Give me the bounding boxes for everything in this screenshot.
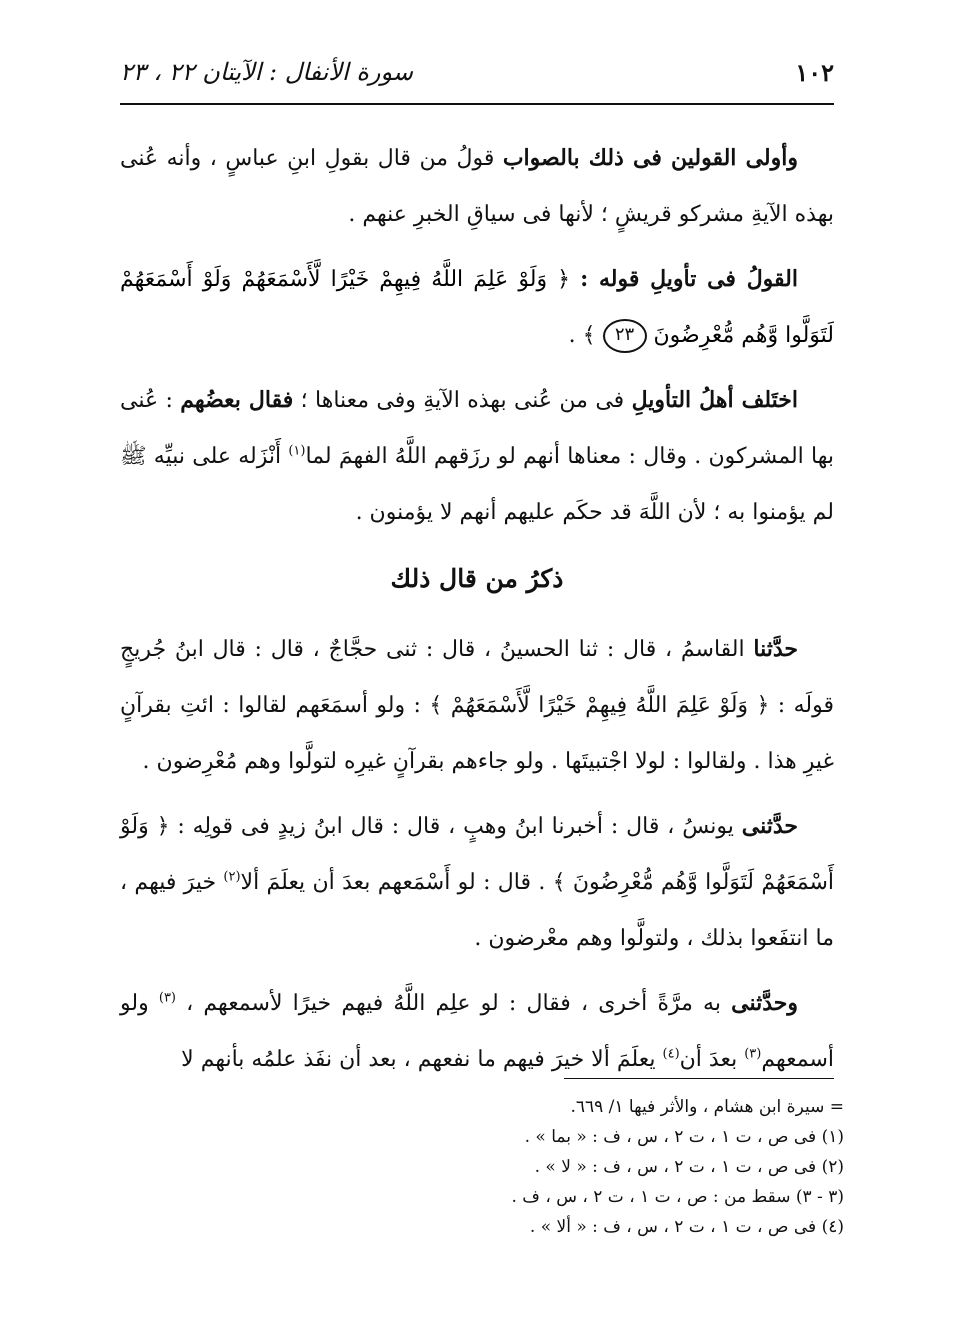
ayah-number-marker: ٢٣ — [603, 319, 647, 353]
page-number: ١٠٢ — [795, 57, 834, 87]
footnote-ref-2[interactable]: (٢) — [223, 869, 241, 885]
section-heading: ذكرُ من قال ذلك — [390, 564, 564, 593]
footnote-1: (١) فى ص ، ت ١ ، ت ٢ ، س ، ف : « بما » . — [524, 1127, 844, 1147]
paragraph-6-text-a: به مرَّةً أخرى ، فقال : لو علِم اللَّهُ فيهم خيرًا لأسمعهم ، — [176, 991, 732, 1016]
quran-close: ﴾ . — [568, 323, 603, 348]
paragraph-5-lead: حدَّثنى — [741, 813, 798, 839]
header-rule — [120, 103, 834, 105]
paragraph-3-text-c: أَنْزَله على نبيِّه ﷺ لم يؤمنوا به ؛ لأن اللَّهَ قد حكَم عليهم أنهم لا يؤمنون . — [120, 444, 834, 525]
paragraph-2 — [120, 251, 834, 364]
footnotes — [120, 1092, 844, 1242]
running-title: سورة الأنفال : الآيتان ٢٢ ، ٢٣ — [120, 58, 413, 86]
footnote-ref-3-end[interactable]: (٣) — [744, 1046, 762, 1062]
paragraph-3 — [120, 372, 834, 541]
paragraph-6-text-b: ولو أسمعهم — [120, 991, 834, 1072]
paragraph-5 — [120, 798, 834, 967]
footnote-ref-3-start[interactable]: (٣) — [158, 990, 176, 1006]
paragraph-5-text-b: خيرَ فيهم ، ما انتفَعوا بذلك ، ولتولَّوا وهم معْرضون . — [120, 870, 834, 951]
main-text — [120, 130, 834, 1096]
paragraph-3-text-b: : عُنى بها المشركون . وقال : معناها أنهم لو رزَقهم اللَّهُ الفهمَ لما — [120, 388, 834, 469]
footnote-continued: = سيرة ابن هشام ، والأثر فيها ١/ ٦٦٩. — [570, 1097, 844, 1117]
paragraph-2-lead: القولُ فى تأويلِ قوله : — [580, 266, 798, 292]
footnote-separator — [564, 1078, 834, 1079]
paragraph-3-text-a: فى من عُنى بهذه الآيةِ وفى معناها ؛ — [293, 388, 632, 413]
paragraph-4-text: القاسمُ ، قال : ثنا الحسينُ ، قال : ثنى حجَّاجٌ ، قال : قال ابنُ جُريجٍ قولَه : ﴿ وَلَوْ عَلِمَ اللَّهُ فِيهِمْ خَيْرًا لَّأَسْمَعَهُمْ ﴾ : ولو أسمَعَهم لقالوا : ائتِ بقرآنٍ غيرِ هذا . ولقالوا : لولا اجْتبيتَها . ولو جاءهم بقرآنٍ غيرِه لتولَّوا وهم مُعْرِضون . — [120, 637, 834, 774]
paragraph-6 — [120, 975, 834, 1088]
running-header — [120, 52, 834, 92]
quran-verse: ﴿ وَلَوْ عَلِمَ اللَّهُ فِيهِمْ خَيْرًا لَّأَسْمَعَهُمْ وَلَوْ أَسْمَعَهُمْ لَتَوَلَّوا وَّهُم مُّعْرِضُونَ — [120, 267, 834, 348]
paragraph-3-lead-b: فقال بعضُهم — [180, 387, 294, 413]
paragraph-4 — [120, 621, 834, 790]
paragraph-4-lead: حدَّثنا — [753, 636, 798, 662]
footnote-2: (٢) فى ص ، ت ١ ، ت ٢ ، س ، ف : « لا » . — [534, 1157, 844, 1177]
paragraph-6-text-c: بعدَ أن — [679, 1047, 745, 1072]
paragraph-3-lead: اختَلف أهلُ التأويلِ — [631, 387, 799, 413]
footnote-ref-4[interactable]: (٤) — [662, 1046, 680, 1062]
paragraph-1-text: قولُ من قال بقولِ ابنِ عباسٍ ، وأنه عُنى بهذه الآيةِ مشركو قريشٍ ؛ لأنها فى سياقِ الخبرِ عنهم . — [120, 146, 834, 227]
paragraph-5-text-a: يونسُ ، قال : أخبرنا ابنُ وهبٍ ، قال : قال ابنُ زيدٍ فى قولِه : ﴿ وَلَوْ أَسْمَعَهُمْ لَتَوَلَّوا وَّهُم مُّعْرِضُونَ ﴾ . قال : لو أَسْمَعهم بعدَ أن يعلَمَ ألا — [120, 814, 834, 895]
paragraph-1 — [120, 130, 834, 243]
footnote-ref-1[interactable]: (١) — [288, 443, 306, 459]
paragraph-1-lead: وأولى القولين فى ذلك بالصواب — [502, 145, 798, 171]
footnote-4: (٤) فى ص ، ت ١ ، ت ٢ ، س ، ف : « ألا » . — [529, 1217, 844, 1237]
paragraph-6-text-d: يعلَمَ ألا خيرَ فيهم ما نفعهم ، بعد أن نفَذ علمُه بأنهم لا — [181, 1047, 663, 1072]
paragraph-6-lead: وحدَّثنى — [731, 990, 799, 1016]
footnote-3: (٣ - ٣) سقط من : ص ، ت ١ ، ت ٢ ، س ، ف . — [511, 1187, 844, 1207]
